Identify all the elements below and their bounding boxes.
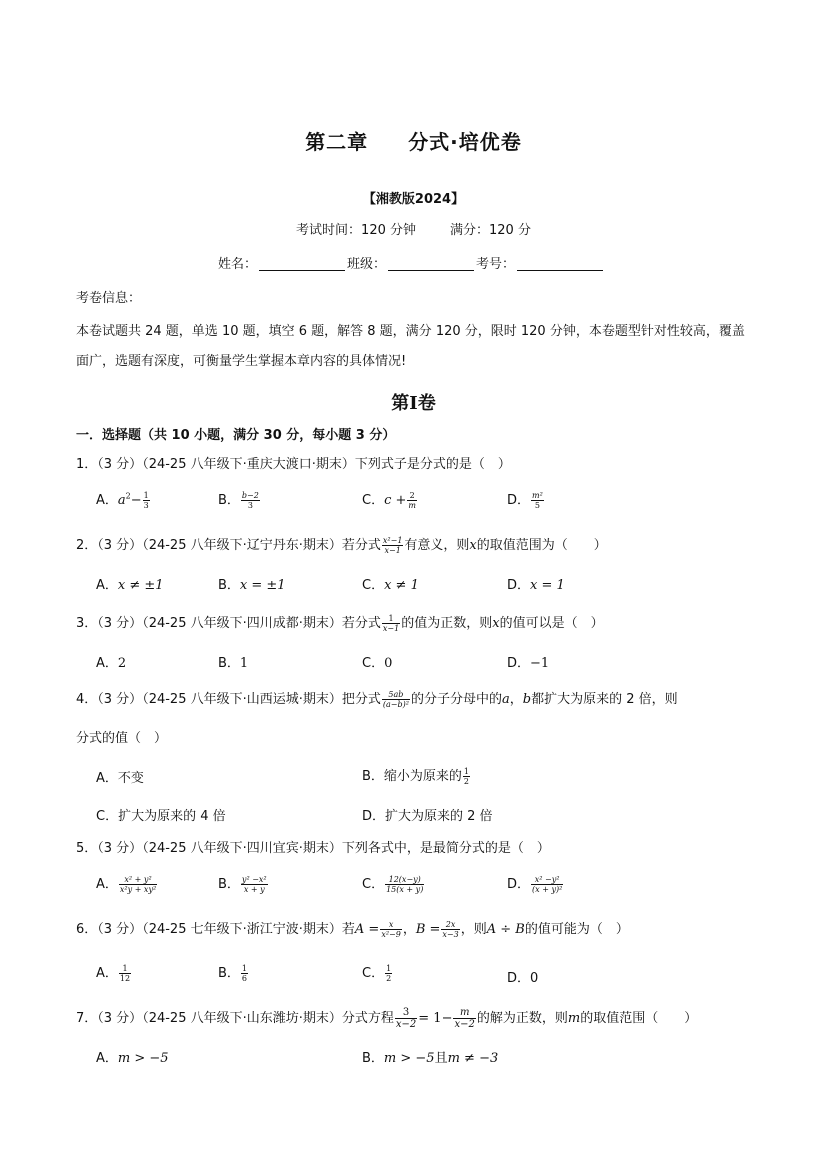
q2-option-b[interactable]: B．x = ±1 <box>218 578 286 593</box>
q4-option-b[interactable]: B．缩小为原来的 $\frac{1}{2}$ <box>362 767 470 786</box>
info-text: 本卷试题共 24 题，单选 10 题，填空 6 题，解答 8 题，满分 120 分，限时 120 分钟，本卷题型针对性较高，覆盖面广，选题有深度，可衡量学生掌握本章内容的具体情况! <box>76 324 745 369</box>
section-title: 一．选择题（共 10 小题，满分 30 分，每小题 3 分） <box>76 428 396 443</box>
exam-no-blank[interactable] <box>517 256 603 271</box>
q6-option-a[interactable]: A． $\frac{1}{12}$ <box>96 964 131 983</box>
q1-option-a[interactable]: A．$a^2-$ $\frac{1}{3}$ <box>96 491 149 510</box>
q1-option-b[interactable]: B． $\frac{b-2}{3}$ <box>218 491 259 510</box>
name-blank[interactable] <box>259 256 345 271</box>
full-score: 满分：120 分 <box>450 223 531 238</box>
question-4: 4．（3 分）（24-25 八年级下·山西运城·期末）把分式 $\frac{5ab}{\text{(a−b)²}}$ 的分子分母中的a，b都扩大为原来的 2 倍，则 <box>76 690 678 709</box>
q6-option-b[interactable]: B． $\frac{1}{6}$ <box>218 964 248 983</box>
q4-option-a[interactable]: A．不变 <box>96 771 144 786</box>
q3-option-a[interactable]: A．2 <box>96 656 127 671</box>
q1-option-c[interactable]: C．c + $\frac{2}{m}$ <box>362 491 416 510</box>
q5-option-a[interactable]: A． $\frac{\text{x² + y²}}{\text{x²y + xy²}}$ <box>96 875 157 894</box>
q2-option-c[interactable]: C．x ≠ 1 <box>362 578 419 593</box>
page-title: 第二章 分式·培优卷 <box>305 130 522 154</box>
exam-info <box>0 219 827 238</box>
exam-time: 考试时间：120 分钟 <box>296 223 416 238</box>
name-label: 姓名： <box>218 257 258 272</box>
question-5: 5．（3 分）（24-25 八年级下·四川宜宾·期末）下列各式中，是最简分式的是（ ） <box>76 841 550 856</box>
info-label: 考卷信息： <box>76 291 142 306</box>
q5-option-c[interactable]: C． $\frac{12(x-y)}{15(x + y)}$ <box>362 875 424 894</box>
q6-option-c[interactable]: C． $\frac{1}{2}$ <box>362 964 392 983</box>
edition-label: 【湘教版2024】 <box>362 192 465 207</box>
question-4-continued: 分式的值（ ） <box>76 731 168 746</box>
q3-option-b[interactable]: B．1 <box>218 656 249 671</box>
q5-option-b[interactable]: B． $\frac{\text{y² −x²}}{x + y}$ <box>218 875 267 894</box>
q3-option-d[interactable]: D．−1 <box>507 656 550 671</box>
exam-no-label: 考号： <box>476 257 516 272</box>
q7-option-b[interactable]: B．m > −5且m ≠ −3 <box>362 1051 499 1066</box>
q1-option-d[interactable]: D． $\frac{\text{m²}}{5}$ <box>507 491 543 510</box>
question-6: 6．（3 分）（24-25 七年级下·浙江宁波·期末）若A = $\frac{x}{\text{x²−9}}$ ，B = $\frac{2x}{x-3}$ ，则A ÷ B的值可能为（ ） <box>76 920 629 939</box>
question-1: 1．（3 分）（24-25 八年级下·重庆大渡口·期末）下列式子是分式的是（ ） <box>76 457 511 472</box>
student-info-line <box>218 253 605 272</box>
q5-option-d[interactable]: D． $\frac{\text{x² −y²}}{\text{(x + y)²}}$ <box>507 875 563 894</box>
q4-option-d[interactable]: D．扩大为原来的 2 倍 <box>362 809 493 824</box>
class-blank[interactable] <box>388 256 474 271</box>
question-7: 7．（3 分）（24-25 八年级下·山东潍坊·期末）分式方程 $\frac{3}{x-2}$ = 1− $\frac{m}{x-2}$ 的解为正数，则m的取值范围（ ） <box>76 1007 698 1030</box>
class-label: 班级： <box>347 257 387 272</box>
q2-option-d[interactable]: D．x = 1 <box>507 578 565 593</box>
q6-option-d[interactable]: D．0 <box>507 971 539 986</box>
q4-option-c[interactable]: C．扩大为原来的 4 倍 <box>96 809 226 824</box>
q3-option-c[interactable]: C．0 <box>362 656 393 671</box>
q7-option-a[interactable]: A．m > −5 <box>96 1051 169 1066</box>
q2-option-a[interactable]: A．x ≠ ±1 <box>96 578 164 593</box>
question-2: 2．（3 分）（24-25 八年级下·辽宁丹东·期末）若分式 $\frac{\text{x²−1}}{x-1}$ 有意义，则x的取值范围为（ ） <box>76 536 607 555</box>
volume-title: 第Ⅰ卷 <box>391 393 436 414</box>
question-3: 3．（3 分）（24-25 八年级下·四川成都·期末）若分式 $\frac{1}{x-1}$ 的值为正数，则x的值可以是（ ） <box>76 614 604 633</box>
